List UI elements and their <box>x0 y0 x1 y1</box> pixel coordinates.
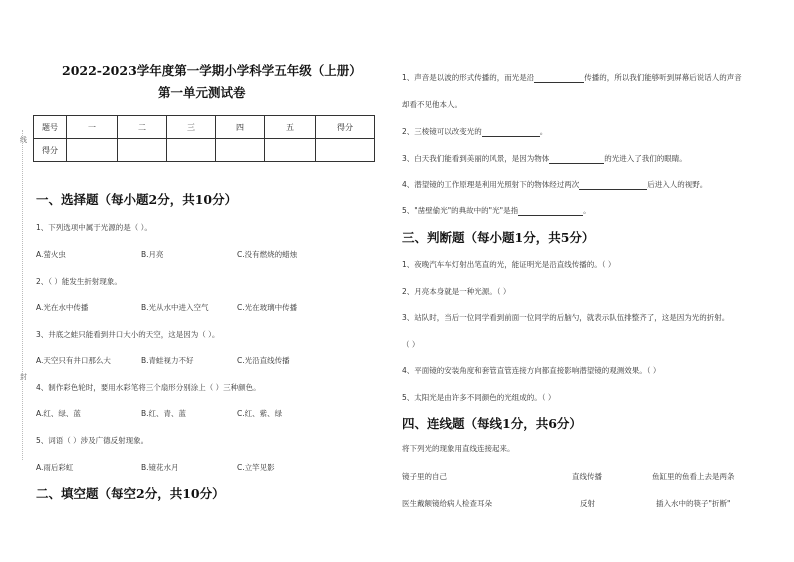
judge-question-4: 4、平面镜的安装角度和套管直管连接方向都直接影响潜望镜的观测效果。（ ） <box>402 366 661 375</box>
score-input-cell[interactable] <box>265 139 316 162</box>
option-b: B.月亮 <box>141 250 164 259</box>
score-table <box>33 115 375 162</box>
answer-blank[interactable] <box>482 128 540 137</box>
match-right-item[interactable]: 插入水中的筷子"折断" <box>656 499 731 508</box>
section-heading-choice: 一、选择题（每小题2分，共10分） <box>36 192 238 207</box>
score-input-cell[interactable] <box>216 139 265 162</box>
section-heading-fill: 二、填空题（每空2分，共10分） <box>36 486 225 501</box>
judge-question-3: 3、站队时，当后一位同学看到前面一位同学的后脑勺，就表示队伍排整齐了，这是因为光的折射。 <box>402 313 730 322</box>
match-right-item[interactable]: 鱼缸里的鱼看上去是两条 <box>652 472 735 481</box>
option-a: A.天空只有井口那么大 <box>36 356 111 365</box>
section-heading-match: 四、连线题（每线1分，共6分） <box>402 416 582 431</box>
option-c: C.光沿直线传播 <box>237 356 290 365</box>
answer-blank[interactable] <box>518 207 583 216</box>
match-middle-item[interactable]: 反射 <box>580 499 595 508</box>
match-left-item[interactable]: 医生戴额镜给病人检查耳朵 <box>402 499 492 508</box>
option-a: A.萤火虫 <box>36 250 66 259</box>
match-left-item[interactable]: 镜子里的自己 <box>402 472 447 481</box>
fill-question-1 <box>402 72 742 83</box>
binding-line <box>22 130 23 460</box>
score-cell: 题号 <box>34 116 67 139</box>
fill-text: 5、"凿壁偷光"的典故中的"光"是指 <box>402 206 519 215</box>
fill-text: 传播的，所以我们能够听到屏幕后说话人的声音 <box>584 73 742 82</box>
score-cell: 四 <box>216 116 265 139</box>
binding-mark-top: 线 <box>20 136 27 144</box>
page-subtitle: 第一单元测试卷 <box>158 85 246 100</box>
score-table-header-row <box>34 116 375 139</box>
answer-blank[interactable] <box>579 181 647 190</box>
match-instruction: 将下列光的现象用直线连接起来。 <box>402 444 515 453</box>
answer-blank[interactable] <box>549 155 604 164</box>
judge-question-2: 2、月亮本身就是一种光源。（ ） <box>402 287 511 296</box>
fill-question-4 <box>402 179 707 190</box>
judge-question-5: 5、太阳光是由许多不同颜色的光组成的。（ ） <box>402 393 556 402</box>
option-b: B.镜花水月 <box>141 463 179 472</box>
score-input-cell[interactable] <box>67 139 118 162</box>
option-b: B.青蛙视力不好 <box>141 356 194 365</box>
option-a: A.雨后彩虹 <box>36 463 74 472</box>
answer-blank[interactable] <box>534 74 584 83</box>
score-cell: 三 <box>167 116 216 139</box>
section-heading-judge: 三、判断题（每小题1分，共5分） <box>402 230 595 245</box>
fill-text: 。 <box>583 206 591 215</box>
binding-mark-bottom: 封 <box>20 373 27 381</box>
fill-text: 2、三棱镜可以改变光的 <box>402 127 482 136</box>
score-cell: 得分 <box>34 139 67 162</box>
score-cell: 二 <box>118 116 167 139</box>
question-stem: 5、词语（ ）涉及广德反射现象。 <box>36 436 149 445</box>
score-input-cell[interactable] <box>118 139 167 162</box>
option-c: C.光在玻璃中传播 <box>237 303 298 312</box>
fill-text: 后进入人的视野。 <box>647 180 708 189</box>
judge-question-3-cont: （ ） <box>402 340 420 349</box>
score-cell: 一 <box>67 116 118 139</box>
match-middle-item[interactable]: 直线传播 <box>572 472 602 481</box>
score-table-score-row <box>34 139 375 162</box>
question-stem: 1、下列选项中属于光源的是（ ）。 <box>36 223 152 232</box>
option-b: B.光从水中进入空气 <box>141 303 209 312</box>
fill-text: 的光进入了我们的眼睛。 <box>604 154 687 163</box>
option-a: A.光在水中传播 <box>36 303 89 312</box>
question-stem: 2、（ ）能发生折射现象。 <box>36 277 122 286</box>
option-b: B.红、青、蓝 <box>141 409 187 418</box>
option-a: A.红、绿、蓝 <box>36 409 81 418</box>
fill-question-1-cont: 却看不见他本人。 <box>402 100 462 109</box>
score-cell: 五 <box>265 116 316 139</box>
fill-text: 1、声音是以波的形式传播的，而光是沿 <box>402 73 535 82</box>
page-title: 2022-2023学年度第一学期小学科学五年级（上册） <box>62 63 362 78</box>
score-input-cell[interactable] <box>316 139 375 162</box>
fill-text: 3、白天我们能看到美丽的风景，是因为物体 <box>402 154 550 163</box>
question-stem: 4、制作彩色轮时，要用水彩笔将三个扇形分别涂上（ ）三种颜色。 <box>36 383 261 392</box>
judge-question-1: 1、夜晚汽车车灯射出笔直的光，能证明光是沿直线传播的。（ ） <box>402 260 616 269</box>
fill-text: 4、潜望镜的工作原理是利用光照射下的物体经过两次 <box>402 180 580 189</box>
question-stem: 3、井底之蛙只能看到井口大小的天空，这是因为（ ）。 <box>36 330 220 339</box>
score-cell: 得分 <box>316 116 375 139</box>
fill-question-3 <box>402 153 687 164</box>
score-input-cell[interactable] <box>167 139 216 162</box>
fill-question-2 <box>402 126 547 137</box>
fill-question-5 <box>402 205 591 216</box>
option-c: C.没有燃烧的蜡烛 <box>237 250 298 259</box>
option-c: C.红、紫、绿 <box>237 409 283 418</box>
option-c: C.立竿见影 <box>237 463 275 472</box>
fill-text: 。 <box>539 127 548 136</box>
